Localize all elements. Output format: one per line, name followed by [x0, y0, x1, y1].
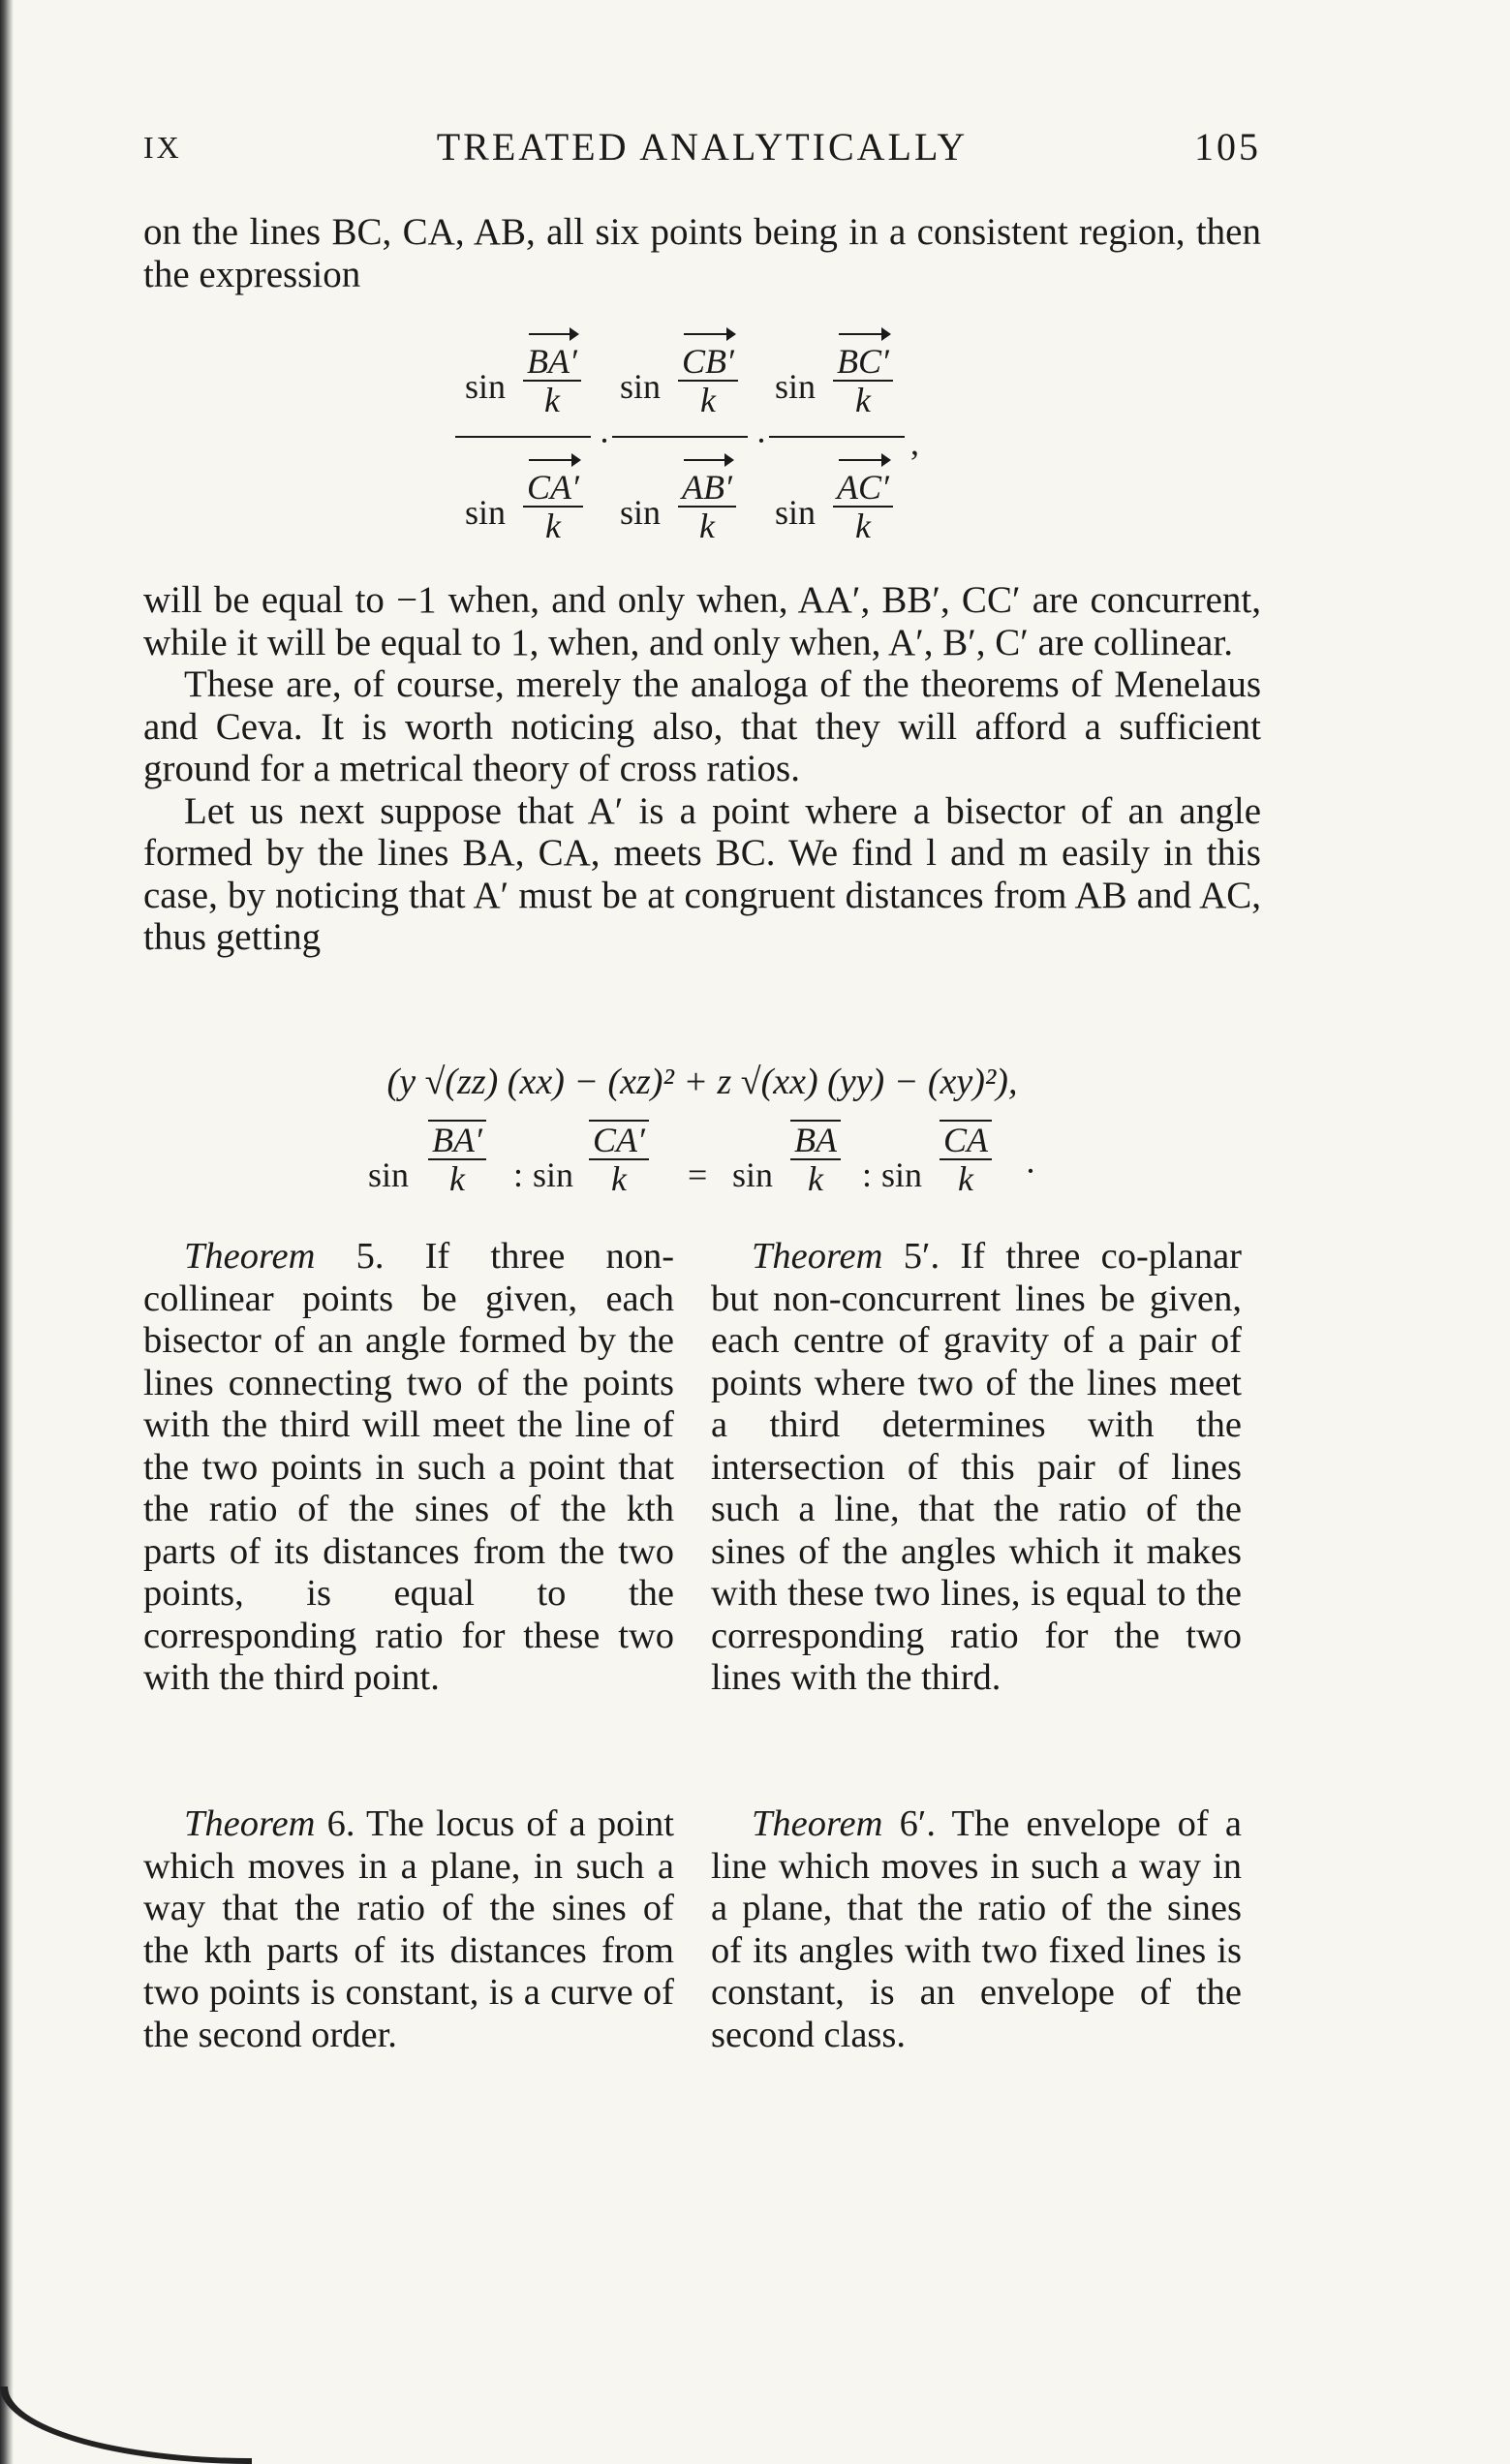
- intro-text: on the lines BC, CA, AB, all six points being in a consistent region, then the expression: [143, 211, 1261, 295]
- numerator: AC′: [833, 469, 893, 508]
- running-title: TREATED ANALYTICALLY: [436, 125, 969, 169]
- end-dot: ·: [1025, 1152, 1036, 1190]
- sin-label: sin: [775, 367, 817, 406]
- theorem-6-prime: [711, 1803, 1242, 2056]
- denominator: k: [448, 1159, 465, 1198]
- sine-ratio-equation: [358, 1112, 1094, 1209]
- theorem-number: 6′.: [899, 1803, 936, 1844]
- running-header: [143, 124, 1261, 172]
- main-fraction-bar: [769, 436, 905, 438]
- denominator: k: [854, 381, 871, 419]
- dot-operator: ·: [599, 421, 610, 460]
- denominator: k: [699, 381, 716, 419]
- numerator: BA′: [523, 343, 581, 382]
- main-fraction-bar: [455, 436, 591, 438]
- fraction-ac: [833, 449, 893, 544]
- main-fraction-bar: [612, 436, 748, 438]
- vector-arrow-icon: [833, 449, 893, 469]
- vector-arrow-icon: [523, 323, 581, 343]
- fraction-ca: [940, 1120, 992, 1197]
- sin-label: sin: [533, 1155, 574, 1194]
- colon: :: [513, 1155, 524, 1194]
- theorem-label: Theorem: [752, 1236, 883, 1277]
- paragraph-menelaus-ceva: These are, of course, merely the analoga of the theorems of Menelaus and Ceva. It is worth noticing also, that they will afford a sufficient ground for a metrical theory of cross ratios.: [143, 663, 1261, 789]
- vector-arrow-icon: [833, 323, 893, 343]
- fraction-bc: [833, 323, 893, 418]
- section-number: IX: [143, 130, 182, 165]
- denominator: k: [808, 1159, 823, 1198]
- theorem-text: The envelope of a line which moves in such a way in a plane, that the ratio of the sines of its angles with two fixed lines is constant, is an envelope of the second class.: [711, 1803, 1243, 2055]
- numerator: BA′: [428, 1120, 486, 1160]
- sin-label: sin: [465, 367, 507, 406]
- theorem-text: If three co-planar but non-concurrent lines be given, each centre of gravity of a pair of points where two of the lines meet a third determines with the intersection of this pair of lines such a line, that the ratio of the sines of the angles which it makes with these two lines, is equal to the corresponding ratio for the two lines with the third.: [711, 1236, 1242, 1698]
- theorem-number: 6.: [326, 1803, 355, 1844]
- distance-expression: (y √(zz) (xx) − (xz)² + z √(xx) (yy) − (xy)²),: [386, 1062, 1018, 1102]
- fraction-ba: [790, 1120, 841, 1197]
- numerator: CA′: [523, 469, 583, 508]
- numerator: CB′: [678, 343, 738, 382]
- fraction-ca: [523, 449, 583, 544]
- paragraph-concurrency: will be equal to −1 when, and only when, AA′, BB′, CC′ are concurrent, while it will be equal to 1, when, and only when, A′, B′, C′ are collinear.: [143, 579, 1261, 663]
- fraction-cb: [678, 323, 738, 418]
- sin-label: sin: [465, 493, 507, 532]
- numerator: BA: [790, 1120, 841, 1160]
- vector-arrow-icon: [523, 449, 583, 469]
- denominator: k: [544, 507, 561, 545]
- sin-label: sin: [732, 1155, 774, 1194]
- dot-operator: ·: [755, 421, 767, 460]
- numerator: BC′: [833, 343, 893, 382]
- fraction-ba-prime: [428, 1120, 486, 1197]
- theorem-text: If three non-collinear points be given, each bisector of an angle formed by the lines connecting two of the points with the third will meet the line of the two points in such a point that the ratio of the sines of the kth parts of its distances from the two points, is equal to the corresponding ratio for these two with the third point.: [143, 1236, 675, 1698]
- page-number: 105: [1194, 125, 1261, 169]
- sin-label: sin: [775, 493, 817, 532]
- numerator: AB′: [678, 469, 736, 508]
- sin-label: sin: [620, 493, 662, 532]
- theorem-label: Theorem: [752, 1803, 883, 1844]
- denominator: k: [543, 381, 560, 419]
- colon: :: [862, 1155, 873, 1194]
- theorem-number: 5′.: [903, 1236, 940, 1277]
- denominator: k: [854, 507, 871, 545]
- theorem-6: [143, 1803, 674, 2056]
- denominator: k: [698, 507, 715, 545]
- equals-sign: =: [688, 1155, 708, 1194]
- comma: ,: [910, 423, 919, 462]
- fraction-ab: [678, 449, 736, 544]
- denominator: k: [610, 1159, 627, 1198]
- vector-arrow-icon: [678, 323, 738, 343]
- body-paragraphs: [143, 579, 1261, 959]
- intro-paragraph: [143, 211, 1261, 295]
- theorem-5: [143, 1236, 674, 1700]
- denominator: k: [958, 1159, 973, 1198]
- numerator: CA: [940, 1120, 992, 1160]
- sine-ratio-expression: [455, 308, 940, 570]
- theorem-number: 5.: [355, 1236, 385, 1277]
- theorem-5-prime: [711, 1236, 1242, 1700]
- fraction-ba: [523, 323, 581, 418]
- numerator: CA′: [589, 1120, 649, 1160]
- sin-label: sin: [620, 367, 662, 406]
- page-binding-edge: [0, 0, 14, 2464]
- page-curl-shadow: [0, 2387, 252, 2464]
- theorem-label: Theorem: [184, 1236, 316, 1277]
- theorem-label: Theorem: [184, 1803, 316, 1844]
- sin-label: sin: [368, 1155, 410, 1194]
- fraction-ca-prime: [589, 1120, 649, 1197]
- theorem-text: The locus of a point which moves in a plane, in such a way that the ratio of the sines of the kth parts of its distances from two points is constant, is a curve of the second order.: [143, 1803, 674, 2055]
- sin-label: sin: [881, 1155, 923, 1194]
- vector-arrow-icon: [678, 449, 736, 469]
- paragraph-bisector: Let us next suppose that A′ is a point where a bisector of an angle formed by the lines BA, CA, meets BC. We find l and m easily in this case, by noticing that A′ must be at congruent distances from AB and AC, thus getting: [143, 789, 1261, 958]
